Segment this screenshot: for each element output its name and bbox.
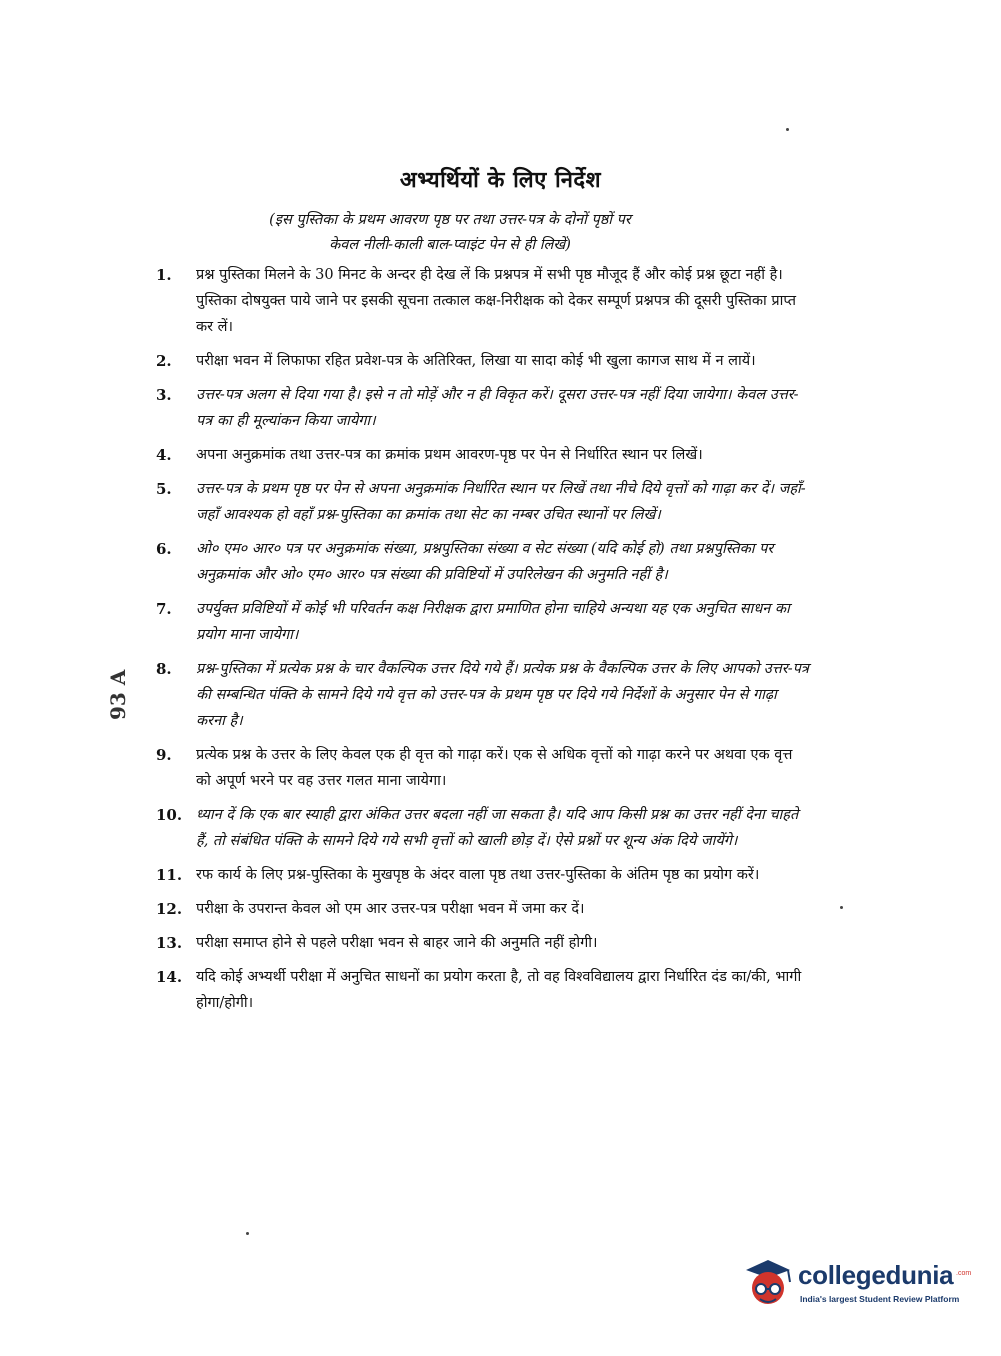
instruction-text: ध्यान दें कि एक बार स्याही द्वारा अंकित उत्तर बदला नहीं जा सकता है। यदि आप किसी प्रश्न का उत्तर नहीं देना चाहते हैं, तो संबंधित पंक्ति के सामने दिये गये सभी वृत्तों को खाली छोड़ दें। ऐसे प्रश्नों पर शून्य अंक दिये जायेंगे।: [196, 807, 799, 849]
instruction-text: उपर्युक्त प्रविष्टियों में कोई भी परिवर्तन कक्ष निरीक्षक द्वारा प्रमाणित होना चाहिये अन्यथा यह एक अनुचित साधन का प्रयोग माना जायेगा।: [196, 601, 790, 643]
instruction-item: [150, 348, 810, 374]
instruction-number: 6.: [156, 540, 172, 558]
instruction-item: [150, 656, 810, 734]
instruction-text: उत्तर-पत्र के प्रथम पृष्ठ पर पेन से अपना अनुक्रमांक निर्धारित स्थान पर लिखें तथा नीचे दिये वृत्तों को गाढ़ा कर दें। जहाँ-जहाँ आवश्यक हो वहाँ प्रश्न-पुस्तिका का क्रमांक तथा सेट का नम्बर उचित स्थानों पर लिखें।: [196, 481, 806, 523]
instruction-number: 5.: [156, 480, 172, 498]
brand-mascot-icon: [742, 1256, 794, 1312]
instruction-item: [150, 930, 810, 956]
instruction-text: यदि कोई अभ्यर्थी परीक्षा में अनुचित साधनों का प्रयोग करता है, तो वह विश्वविद्यालय द्वारा निर्धारित दंड का/की, भागी होगा/होगी।: [196, 969, 802, 1011]
instruction-text: परीक्षा के उपरान्त केवल ओ एम आर उत्तर-पत्र परीक्षा भवन में जमा कर दें।: [196, 901, 585, 917]
instruction-item: [150, 476, 810, 528]
instruction-item: [150, 262, 810, 340]
instruction-item: [150, 596, 810, 648]
instruction-text: उत्तर-पत्र अलग से दिया गया है। इसे न तो मोड़ें और न ही विकृत करें। दूसरा उत्तर-पत्र नहीं दिया जायेगा। केवल उत्तर-पत्र का ही मूल्यांकन किया जायेगा।: [196, 387, 799, 429]
instruction-item: [150, 802, 810, 854]
page-title: अभ्यर्थियों के लिए निर्देश: [399, 167, 602, 193]
instruction-item: [150, 536, 810, 588]
instruction-number: 1.: [156, 266, 172, 284]
instruction-number: 8.: [156, 660, 172, 678]
scan-speck: [786, 128, 789, 131]
scan-speck: [246, 1232, 249, 1235]
instruction-item: [150, 862, 810, 888]
margin-handwritten-mark: 93 A: [106, 669, 130, 720]
instruction-text: प्रश्न-पुस्तिका में प्रत्येक प्रश्न के चार वैकल्पिक उत्तर दिये गये हैं। प्रत्येक प्रश्न के वैकल्पिक उत्तर के लिए आपको उत्तर-पत्र की सम्बन्धित पंक्ति के सामने दिये गये वृत्त को उत्तर-पत्र के प्रथम पृष्ठ पर दिये गये निर्देशों के अनुसार पेन से गाढ़ा करना है।: [196, 661, 809, 729]
brand-tagline: India's largest Student Review Platform: [800, 1294, 960, 1304]
instruction-text: अपना अनुक्रमांक तथा उत्तर-पत्र का क्रमांक प्रथम आवरण-पृष्ठ पर पेन से निर्धारित स्थान पर लिखें।: [196, 447, 703, 463]
instruction-text: ओ० एम० आर० पत्र पर अनुक्रमांक संख्या, प्रश्नपुस्तिका संख्या व सेट संख्या (यदि कोई हो) तथा प्रश्नपुस्तिका पर अनुक्रमांक और ओ० एम० आर० पत्र संख्या की प्रविष्टियों में उपरिलेखन की अनुमति नहीं है।: [196, 541, 774, 583]
subtitle-line-1: (इस पुस्तिका के प्रथम आवरण पृष्ठ पर तथा उत्तर-पत्र के दोनों पृष्ठों पर: [269, 212, 631, 228]
instruction-number: 13.: [156, 934, 183, 952]
instruction-text: परीक्षा समाप्त होने से पहले परीक्षा भवन से बाहर जाने की अनुमति नहीं होगी।: [196, 935, 598, 951]
instruction-number: 11.: [156, 866, 183, 884]
instruction-text: रफ कार्य के लिए प्रश्न-पुस्तिका के मुखपृष्ठ के अंदर वाला पृष्ठ तथा उत्तर-पुस्तिका के अंतिम पृष्ठ का प्रयोग करें।: [196, 867, 760, 883]
instruction-number: 2.: [156, 352, 172, 370]
instruction-number: 12.: [156, 900, 183, 918]
instruction-list: [150, 262, 810, 1024]
instruction-number: 9.: [156, 746, 172, 764]
scan-speck: [840, 906, 843, 909]
instruction-number: 14.: [156, 968, 183, 986]
brand-dotcom: .com: [956, 1270, 972, 1277]
instruction-item: [150, 896, 810, 922]
brand-watermark: [742, 1248, 982, 1320]
subtitle-line-2: केवल नीली-काली बाल-प्वाइंट पेन से ही लिखें): [329, 237, 571, 253]
instruction-item: [150, 382, 810, 434]
instruction-text: प्रश्न पुस्तिका मिलने के 30 मिनट के अन्दर ही देख लें कि प्रश्नपत्र में सभी पृष्ठ मौजूद हैं और कोई प्रश्न छूटा नहीं है। पुस्तिका दोषयुक्त पाये जाने पर इसकी सूचना तत्काल कक्ष-निरीक्षक को देकर सम्पूर्ण प्रश्नपत्र की दूसरी पुस्तिका प्राप्त कर लें।: [196, 267, 797, 335]
instruction-text: प्रत्येक प्रश्न के उत्तर के लिए केवल एक ही वृत्त को गाढ़ा करें। एक से अधिक वृत्तों को गाढ़ा करने पर अथवा एक वृत्त को अपूर्ण भरने पर वह उत्तर गलत माना जायेगा।: [196, 747, 793, 789]
instruction-number: 7.: [156, 600, 172, 618]
instruction-text: परीक्षा भवन में लिफाफा रहित प्रवेश-पत्र के अतिरिक्त, लिखा या सादा कोई भी खुला कागज साथ में न लायें।: [196, 353, 756, 369]
instruction-item: [150, 742, 810, 794]
brand-name: collegedunia: [798, 1260, 954, 1290]
instruction-number: 10.: [156, 806, 183, 824]
instruction-item: [150, 964, 810, 1016]
instruction-number: 3.: [156, 386, 172, 404]
page-subtitle: [200, 208, 700, 258]
instruction-item: [150, 442, 810, 468]
instruction-number: 4.: [156, 446, 172, 464]
